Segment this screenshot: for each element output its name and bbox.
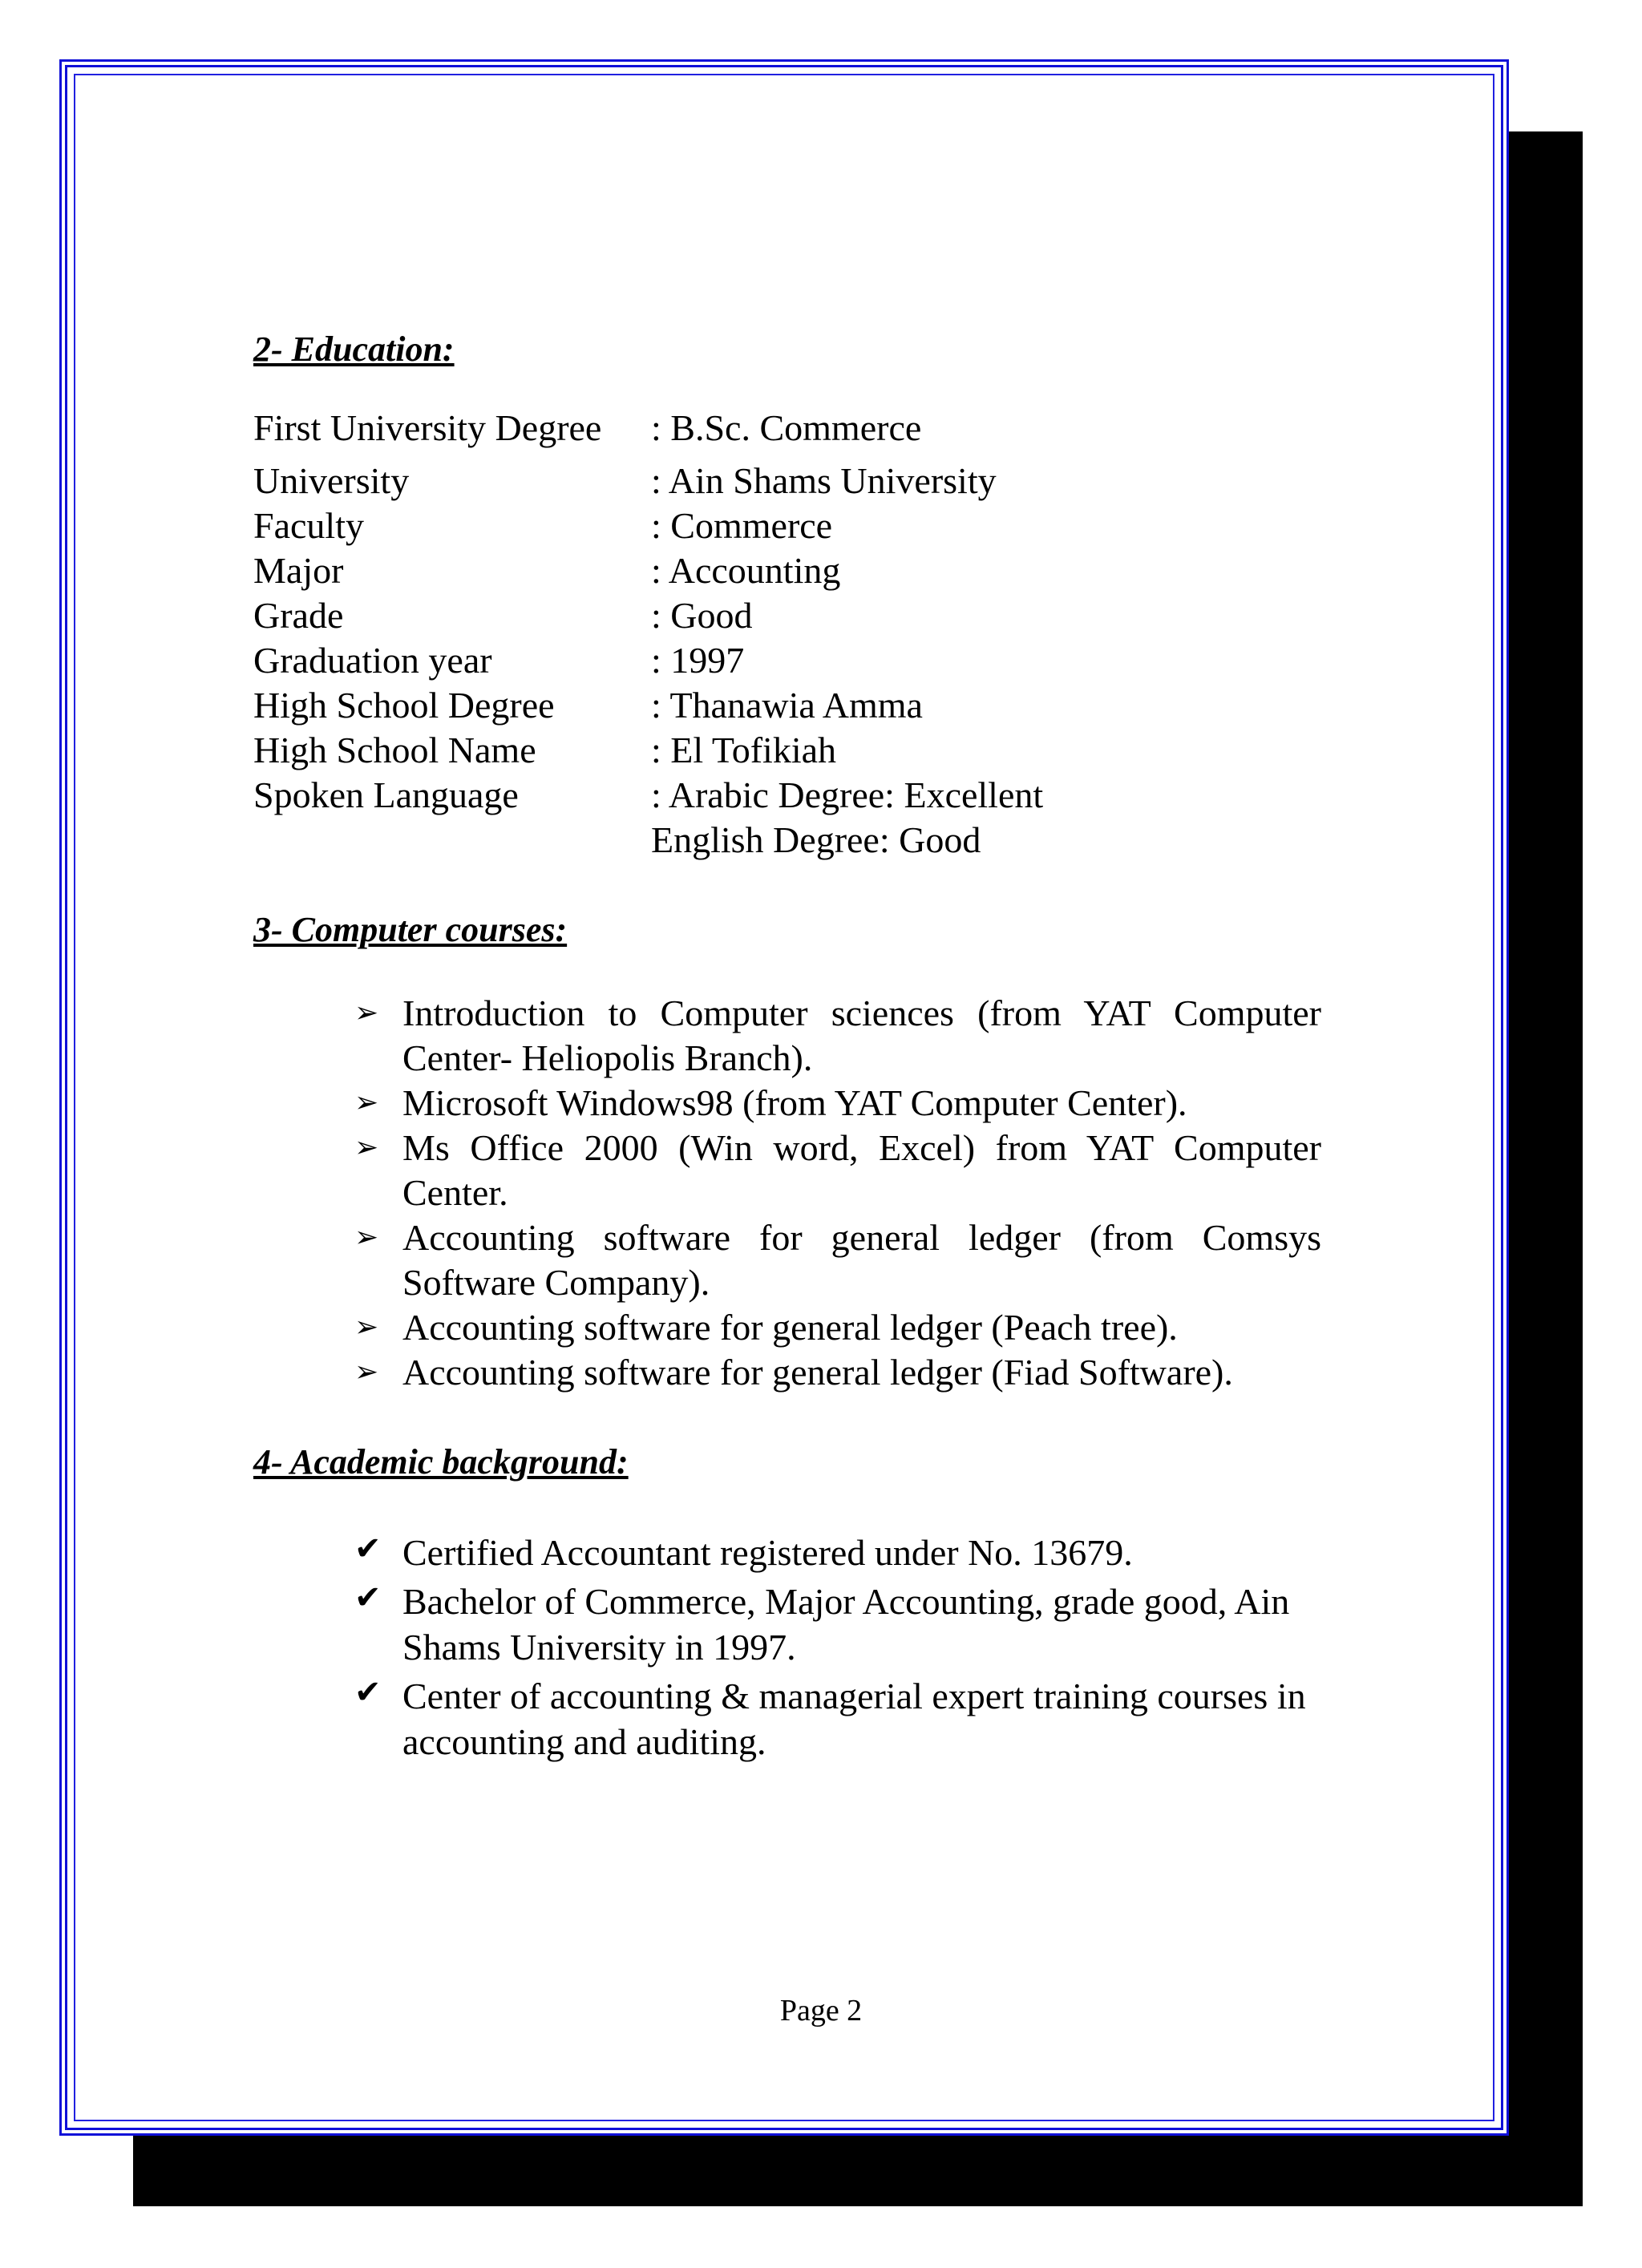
arrowhead-bullet-icon: ➢: [354, 1356, 379, 1389]
education-row: [253, 683, 1043, 728]
academic-text: Certified Accountant registered under No. 13679.: [402, 1532, 1133, 1573]
education-row: [253, 503, 1043, 548]
checkmark-icon: ✔: [354, 1579, 382, 1616]
arrowhead-bullet-icon: ➢: [354, 1311, 379, 1344]
education-row: [253, 548, 1043, 593]
course-item: [253, 1126, 1321, 1215]
course-item: [253, 991, 1321, 1081]
education-label: Faculty: [253, 505, 364, 546]
course-text: Accounting software for general ledger (Fiad Software).: [402, 1352, 1233, 1393]
course-item: [253, 1350, 1321, 1395]
education-row: [253, 638, 1043, 683]
academic-text: Center of accounting & managerial expert training courses in accounting and auditing.: [402, 1676, 1306, 1762]
course-item: [253, 1305, 1321, 1350]
education-value: : El Tofikiah: [651, 730, 837, 770]
education-value: : Good: [651, 595, 753, 636]
arrowhead-bullet-icon: ➢: [354, 1131, 379, 1164]
education-row: [253, 459, 1043, 503]
education-row: [253, 773, 1043, 818]
course-text: Ms Office 2000 (Win word, Excel) from YAT Computer Center.: [402, 1127, 1321, 1213]
course-text: Microsoft Windows98 (from YAT Computer Center).: [402, 1082, 1187, 1123]
education-label: Graduation year: [253, 640, 492, 681]
education-value: : B.Sc. Commerce: [651, 407, 922, 448]
education-label: First University Degree: [253, 407, 602, 448]
arrowhead-bullet-icon: ➢: [354, 1086, 379, 1119]
education-label: University: [253, 460, 410, 501]
course-text: Accounting software for general ledger (Peach tree).: [402, 1307, 1178, 1348]
arrowhead-bullet-icon: ➢: [354, 997, 379, 1029]
education-label: High School Name: [253, 730, 536, 770]
courses-section: [253, 908, 1321, 1395]
checkmark-icon: ✔: [354, 1674, 382, 1711]
education-heading: 2- Education:: [253, 329, 455, 369]
academic-item: [253, 1530, 1321, 1575]
academic-text: Bachelor of Commerce, Major Accounting, grade good, Ain Shams University in 1997.: [402, 1581, 1290, 1668]
checkmark-icon: ✔: [354, 1530, 382, 1567]
education-label: Major: [253, 550, 344, 591]
education-label: Spoken Language: [253, 774, 519, 815]
academic-list: [253, 1530, 1321, 1765]
education-row: [253, 406, 1043, 459]
academic-item: [253, 1673, 1321, 1765]
academic-section: [253, 1440, 1321, 1765]
education-label: High School Degree: [253, 685, 555, 726]
course-item: [253, 1215, 1321, 1305]
education-value: : Thanawia Amma: [651, 685, 923, 726]
education-value: : Commerce: [651, 505, 833, 546]
education-table: [253, 406, 1043, 818]
language-continuation: English Degree: Good: [651, 819, 981, 860]
course-text: Accounting software for general ledger (from Comsys Software Company).: [402, 1217, 1321, 1303]
education-value: : 1997: [651, 640, 745, 681]
course-text: Introduction to Computer sciences (from YAT Computer Center- Heliopolis Branch).: [402, 993, 1321, 1078]
page-number: Page 2: [779, 1994, 863, 2027]
academic-item: [253, 1579, 1321, 1670]
resume-content: [253, 327, 1321, 1768]
education-value: : Accounting: [651, 550, 841, 591]
education-value: : Arabic Degree: Excellent: [651, 774, 1044, 815]
course-item: [253, 1081, 1321, 1126]
arrowhead-bullet-icon: ➢: [354, 1221, 379, 1254]
courses-heading: 3- Computer courses:: [253, 910, 568, 949]
academic-heading: 4- Academic background:: [253, 1442, 629, 1482]
education-label: Grade: [253, 595, 344, 636]
education-row: [253, 728, 1043, 773]
education-row: [253, 593, 1043, 638]
courses-list: [253, 991, 1321, 1395]
education-value: : Ain Shams University: [651, 460, 997, 501]
